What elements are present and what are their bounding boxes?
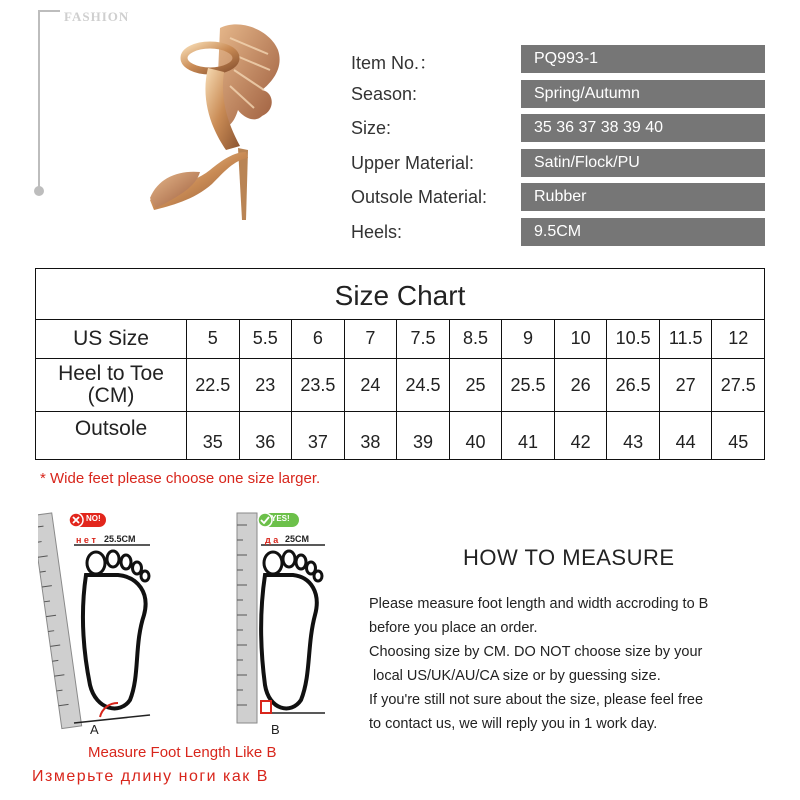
wrong-measure-label: н е т	[76, 535, 96, 545]
spec-value-heels: 9.5CM	[521, 218, 765, 246]
spec-label-upper-material: Upper Material:	[351, 153, 475, 173]
table-cell: 23	[240, 359, 293, 411]
row-header: Heel to Toe (CM)	[36, 359, 187, 411]
table-cell: 10	[555, 319, 608, 358]
point-label-a: A	[90, 722, 99, 737]
ruler-icon	[237, 513, 257, 723]
how-to-line: Please measure foot length and width accroding to B	[369, 596, 709, 612]
table-cell: 27	[660, 359, 713, 411]
how-to-line: Choosing size by CM. DO NOT choose size by your	[369, 644, 703, 660]
spec-value-outsole-material: Rubber	[521, 183, 765, 211]
table-cell: 40	[450, 412, 503, 459]
table-cell: 41	[502, 412, 555, 459]
table-cell: 8.5	[450, 319, 503, 358]
table-cell: 27.5	[720, 374, 756, 395]
spec-value-upper-material: Satin/Flock/PU	[521, 149, 765, 177]
table-cell: 6	[292, 319, 345, 358]
table-cell: 25.5	[502, 359, 555, 411]
table-cell: 36	[240, 412, 293, 459]
brand-line	[38, 10, 40, 190]
row-header: Outsole	[36, 412, 187, 459]
measure-caption: Measure Foot Length Like B	[88, 744, 277, 761]
table-cell: 44	[660, 412, 713, 459]
how-to-line: If you're still not sure about the size, please feel free	[369, 692, 704, 708]
table-cell: 26.5	[607, 359, 660, 411]
how-to-measure-title: HOW TO MEASURE	[463, 545, 675, 570]
table-cell: 24	[345, 359, 398, 411]
table-cell: 38	[345, 412, 398, 459]
table-cell: 12	[728, 328, 749, 348]
size-chart-row-outsole	[36, 412, 764, 459]
table-cell: 43	[607, 412, 660, 459]
how-to-line: before you place an order.	[369, 620, 538, 636]
shoe-image	[150, 20, 300, 225]
measure-caption-ru: Измерьте длину ноги как В	[32, 768, 269, 785]
brand-tick	[38, 10, 60, 12]
spec-value-item-no: PQ993-1	[521, 45, 765, 73]
table-cell: 39	[397, 412, 450, 459]
table-cell: 35	[187, 412, 240, 459]
row-header: US Size	[36, 319, 187, 358]
size-chart-title: Size Chart	[36, 269, 764, 320]
table-cell: 24.5	[397, 359, 450, 411]
brand-dot	[34, 186, 44, 196]
table-cell: 5.5	[240, 319, 293, 358]
spec-value-season: Spring/Autumn	[521, 80, 765, 108]
size-chart-row-us-size	[36, 319, 764, 359]
spec-label-heels: Heels:	[351, 222, 403, 242]
size-chart-table	[35, 268, 765, 460]
table-cell: 5	[187, 319, 240, 358]
table-cell: 45	[728, 432, 749, 452]
right-badge-label: YES!	[271, 514, 290, 523]
how-to-line: to contact us, we will reply you in 1 work day.	[369, 716, 658, 732]
table-cell: 9	[502, 319, 555, 358]
spec-label-item-no: Item No.：	[351, 53, 438, 73]
spec-label-outsole-material: Outsole Material:	[351, 187, 488, 207]
wrong-badge-label: NO!	[86, 514, 101, 523]
right-measure-value: 25CM	[285, 534, 310, 544]
table-cell: 37	[292, 412, 345, 459]
point-label-b: B	[271, 722, 280, 737]
table-cell: 22.5	[187, 359, 240, 411]
table-cell: 23.5	[292, 359, 345, 411]
spec-label-season: Season:	[351, 84, 418, 104]
spec-label-size: Size:	[351, 118, 392, 138]
table-cell: 10.5	[607, 319, 660, 358]
table-cell: 11.5	[660, 319, 713, 358]
wide-feet-note: * Wide feet please choose one size larger.	[40, 470, 321, 487]
table-cell: 7.5	[397, 319, 450, 358]
table-cell: 42	[555, 412, 608, 459]
table-cell: 7	[345, 319, 398, 358]
wrong-measure-value: 25.5CM	[104, 534, 136, 544]
table-cell: 26	[555, 359, 608, 411]
table-cell: 25	[450, 359, 503, 411]
right-measure-label: д а	[265, 535, 279, 545]
spec-value-size: 35 36 37 38 39 40	[521, 114, 765, 142]
size-chart-row-heel-to-toe	[36, 359, 764, 412]
how-to-line: local US/UK/AU/CA size or by guessing size.	[369, 668, 661, 684]
brand-logo: FASHION	[64, 9, 130, 24]
